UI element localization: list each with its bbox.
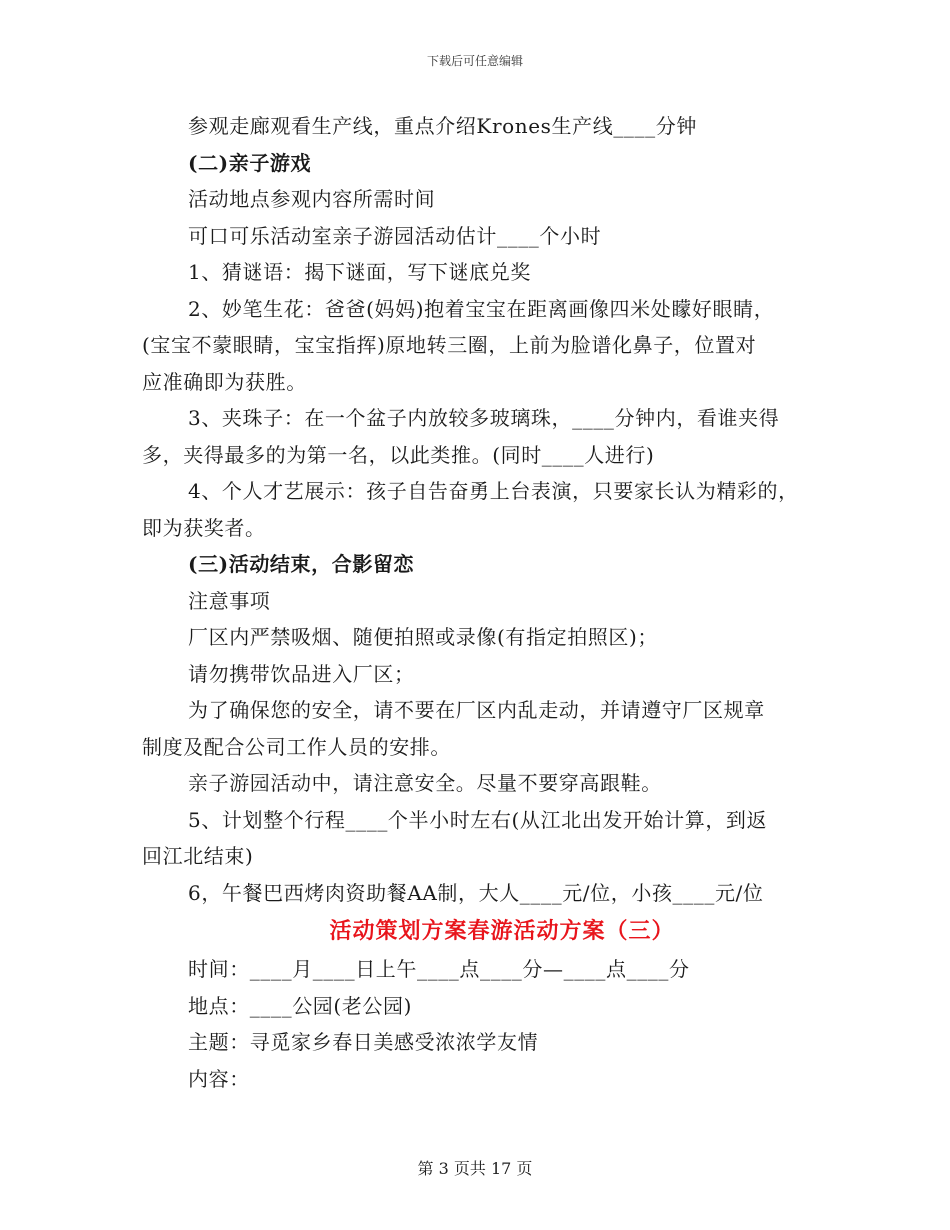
document-body [142, 108, 832, 1097]
paragraph-line: 即为获奖者。 [142, 515, 266, 540]
page-header: 下载后可任意编辑 [426, 54, 523, 68]
paragraph-line: 2、妙笔生花：爸爸(妈妈)抱着宝宝在距离画像四米处矇好眼睛， [188, 296, 775, 321]
paragraph-line: 时间：____月____日上午____点____分—____点____分 [188, 957, 690, 981]
paragraph-line: 4、个人才艺展示：孩子自告奋勇上台表演，只要家长认为精彩的， [188, 479, 799, 503]
paragraph-line: 1、猜谜语：揭下谜面，写下谜底兑奖 [188, 260, 531, 284]
paragraph-line: 应准确即为获胜。 [142, 369, 307, 394]
section-heading: (二)亲子游戏 [188, 150, 312, 175]
paragraph-line: 5、计划整个行程____个半小时左右(从江北出发开始计算，到返 [188, 807, 768, 832]
paragraph-line: 地点：____公园(老公园) [188, 993, 413, 1018]
paragraph-line: 制度及配合公司工作人员的安排。 [142, 734, 451, 759]
paragraph-line: 内容： [188, 1066, 250, 1091]
paragraph-line: 3、夹珠子：在一个盆子内放较多玻璃珠，____分钟内，看谁夹得 [188, 406, 780, 430]
paragraph-line: 亲子游园活动中，请注意安全。尽量不要穿高跟鞋。 [188, 771, 662, 795]
paragraph-line: 参观走廊观看生产线，重点介绍Krones生产线____分钟 [188, 114, 697, 138]
paragraph-line: 注意事项 [188, 588, 271, 613]
page-footer: 第 3 页共 17 页 [417, 1159, 533, 1178]
paragraph-line: 为了确保您的安全，请不要在厂区内乱走动，并请遵守厂区规章 [188, 698, 765, 722]
paragraph-line: 请勿携带饮品进入厂区； [188, 661, 415, 686]
paragraph-line: 6，午餐巴西烤肉资助餐AA制，大人____元/位，小孩____元/位 [188, 880, 764, 905]
section-title: 活动策划方案春游活动方案（三） [329, 918, 675, 944]
paragraph-line: 厂区内严禁吸烟、随便拍照或录像(有指定拍照区)； [188, 625, 659, 649]
paragraph-line: (宝宝不蒙眼睛，宝宝指挥)原地转三圈，上前为脸谱化鼻子，位置对 [142, 333, 757, 357]
paragraph-line: 活动地点参观内容所需时间 [188, 187, 436, 211]
paragraph-line: 多，夹得最多的为第一名，以此类推。(同时____人进行) [142, 442, 655, 467]
paragraph-line: 主题：寻觅家乡春日美感受浓浓学友情 [188, 1030, 539, 1054]
paragraph-line: 回江北结束) [142, 844, 254, 868]
paragraph-line: 可口可乐活动室亲子游园活动估计____个小时 [188, 223, 602, 248]
section-heading: (三)活动结束，合影留恋 [188, 552, 415, 576]
